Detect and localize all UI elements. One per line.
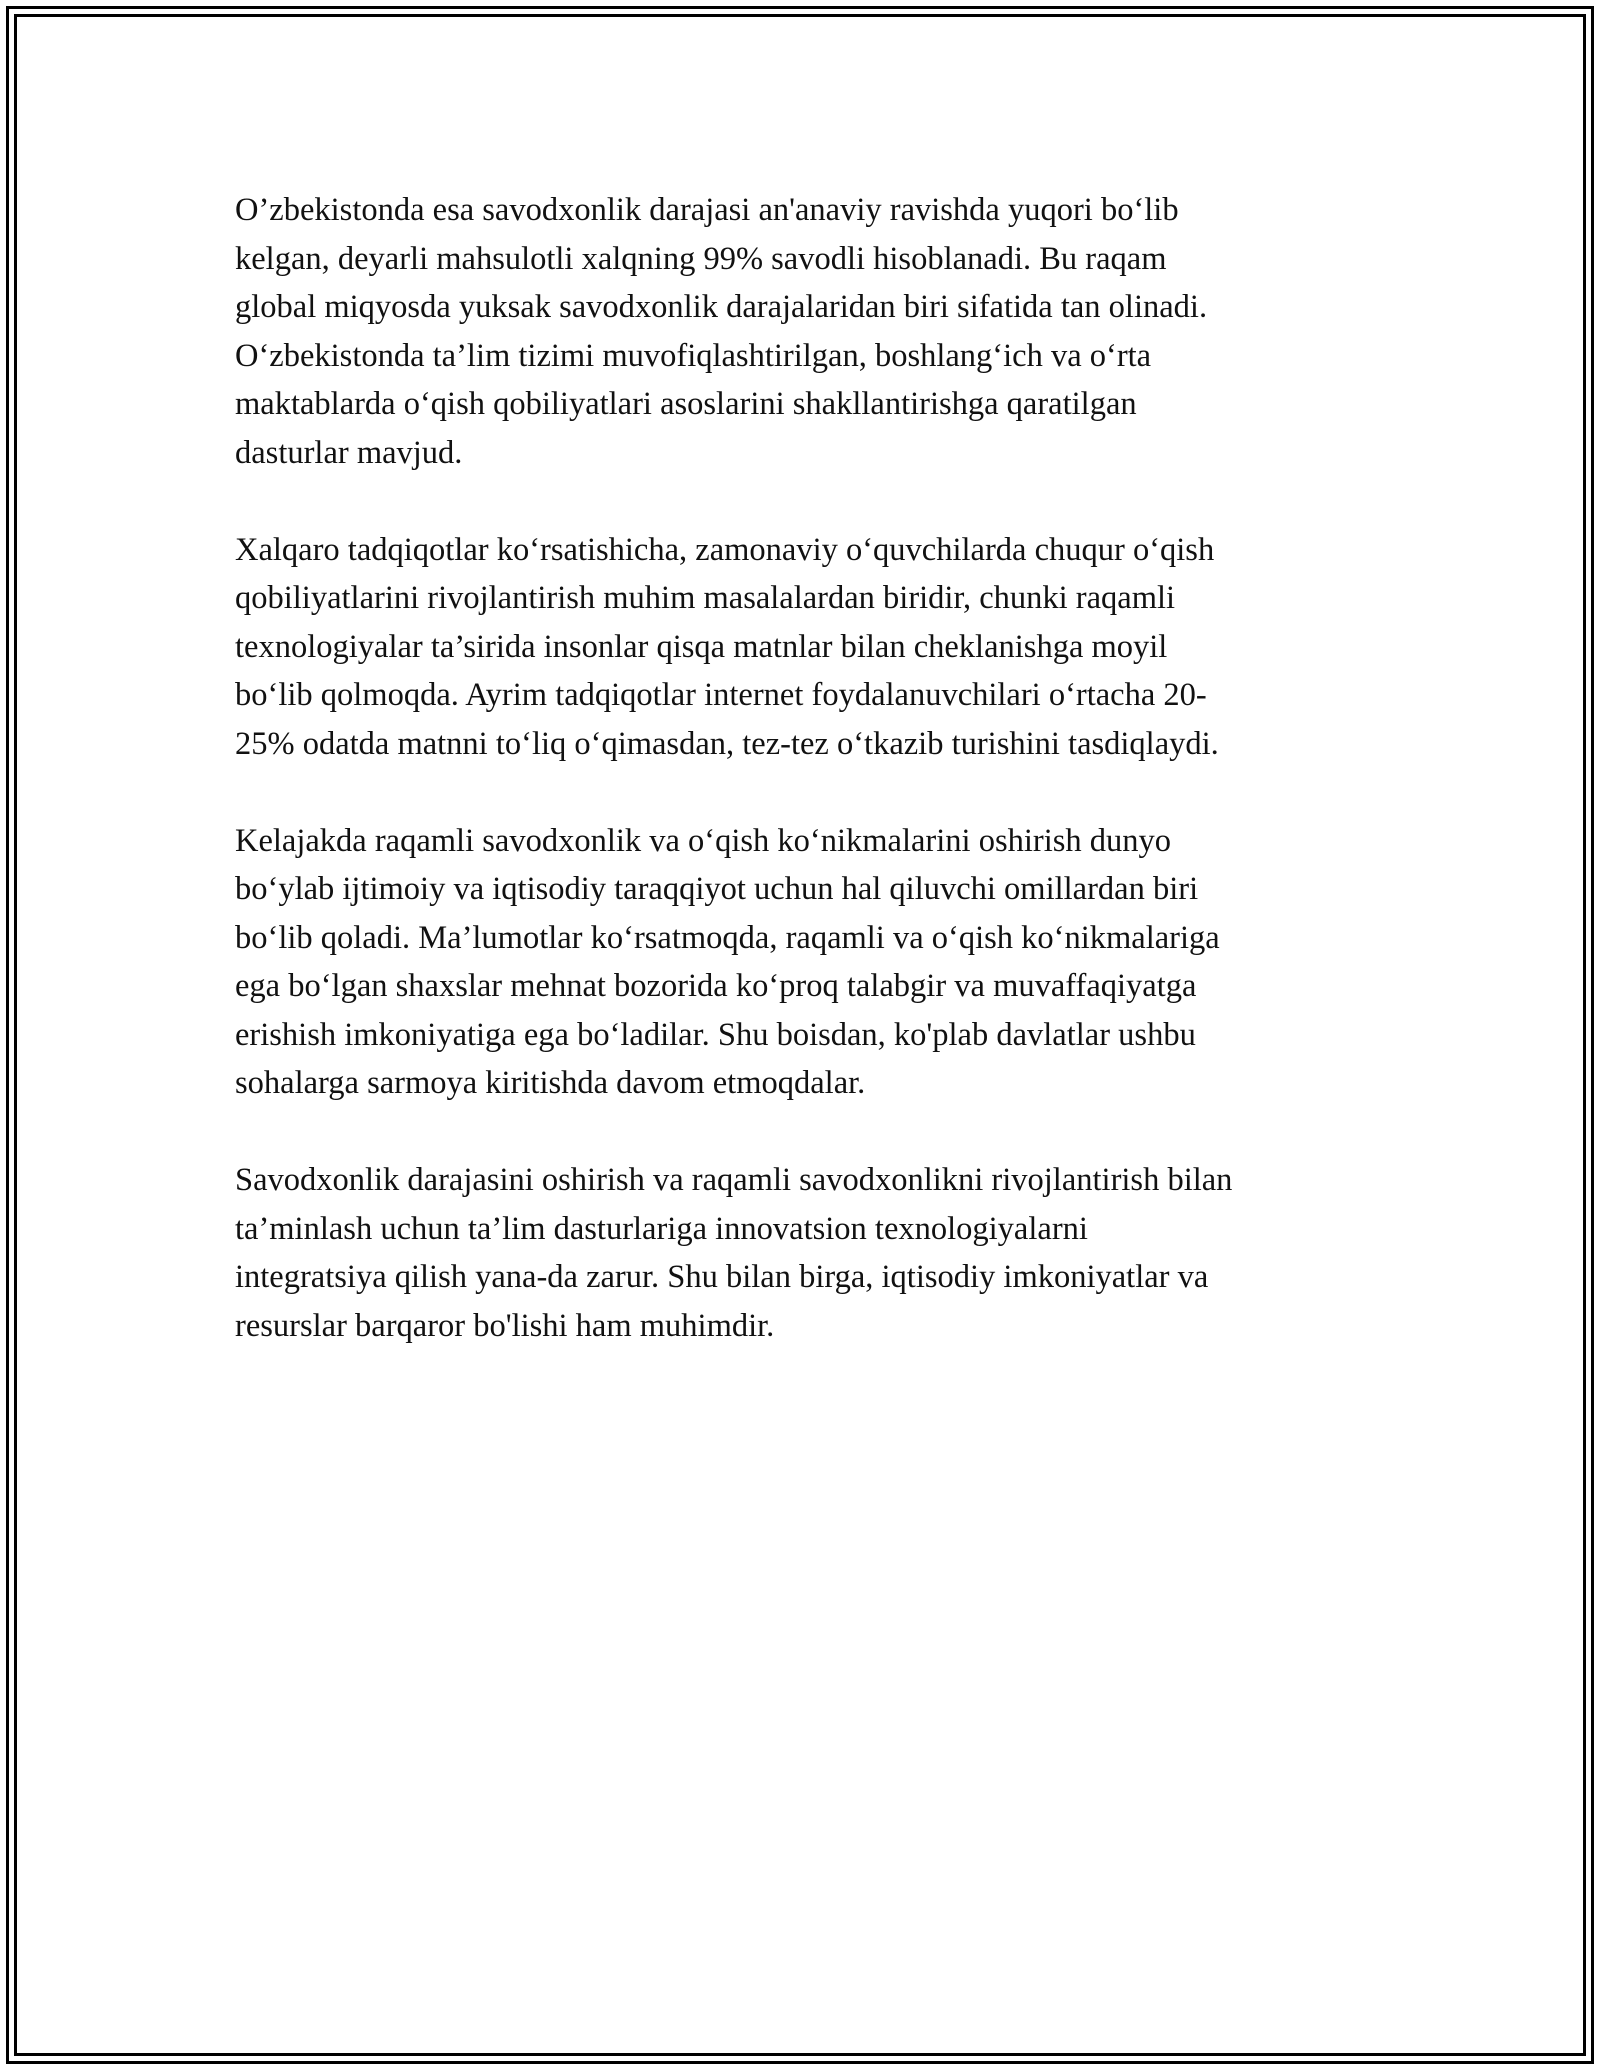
text-line: qobiliyatlarini rivojlantirish muhim masalalardan biridir, chunki raqamli <box>235 580 1176 616</box>
text-line: bo‘ylab ijtimoiy va iqtisodiy taraqqiyot uchun hal qiluvchi omillardan biri <box>235 871 1199 907</box>
text-line: erishish imkoniyatiga ega bo‘ladilar. Shu boisdan, ko'plab davlatlar ushbu <box>235 1016 1196 1053</box>
paragraph-innovation-integration <box>235 1156 1365 1350</box>
text-line: O‘zbekistonda ta’lim tizimi muvofiqlashtirilgan, boshlang‘ich va o‘rta <box>235 337 1152 374</box>
text-line: global miqyosda yuksak savodxonlik darajalaridan biri sifatida tan olinadi. <box>235 289 1208 325</box>
text-line: maktablarda o‘qish qobiliyatlari asoslarini shakllantirishga qaratilgan <box>235 386 1137 422</box>
paragraph-future-skills <box>235 817 1365 1108</box>
text-line: bo‘lib qoladi. Ma’lumotlar ko‘rsatmoqda, raqamli va o‘qish ko‘nikmalariga <box>235 919 1220 956</box>
text-line: sohalarga sarmoya kiritishda davom etmoqdalar. <box>235 1065 866 1101</box>
document-body <box>235 186 1365 1350</box>
text-line: O’zbekistonda esa savodxonlik darajasi an'anaviy ravishda yuqori bo‘lib <box>235 192 1179 228</box>
text-line: bo‘lib qolmoqda. Ayrim tadqiqotlar internet foydalanuvchilari o‘rtacha 20- <box>235 677 1207 713</box>
text-line: integratsiya qilish yana-da zarur. Shu bilan birga, iqtisodiy imkoniyatlar va <box>235 1259 1209 1295</box>
text-line: texnologiyalar ta’sirida insonlar qisqa matnlar bilan cheklanishga moyil <box>235 628 1168 665</box>
text-line: Xalqaro tadqiqotlar ko‘rsatishicha, zamonaviy o‘quvchilarda chuqur o‘qish <box>235 531 1215 568</box>
paragraph-international-research <box>235 526 1365 769</box>
text-line: dasturlar mavjud. <box>235 434 463 471</box>
paragraph-literacy-uzbekistan <box>235 186 1365 477</box>
text-line: kelgan, deyarli mahsulotli xalqning 99% savodli hisoblanadi. Bu raqam <box>235 240 1167 277</box>
text-line: ta’minlash uchun ta’lim dasturlariga innovatsion texnologiyalarni <box>235 1210 1088 1247</box>
text-line: Savodxonlik darajasini oshirish va raqamli savodxonlikni rivojlantirish bilan <box>235 1162 1233 1198</box>
text-line: 25% odatda matnni to‘liq o‘qimasdan, tez-tez o‘tkazib turishini tasdiqlaydi. <box>235 725 1219 762</box>
text-line: Kelajakda raqamli savodxonlik va o‘qish ko‘nikmalarini oshirish dunyo <box>235 822 1171 859</box>
text-line: resurslar barqaror bo'lishi ham muhimdir. <box>235 1307 775 1344</box>
text-line: ega bo‘lgan shaxslar mehnat bozorida ko‘proq talabgir va muvaffaqiyatga <box>235 968 1197 1004</box>
